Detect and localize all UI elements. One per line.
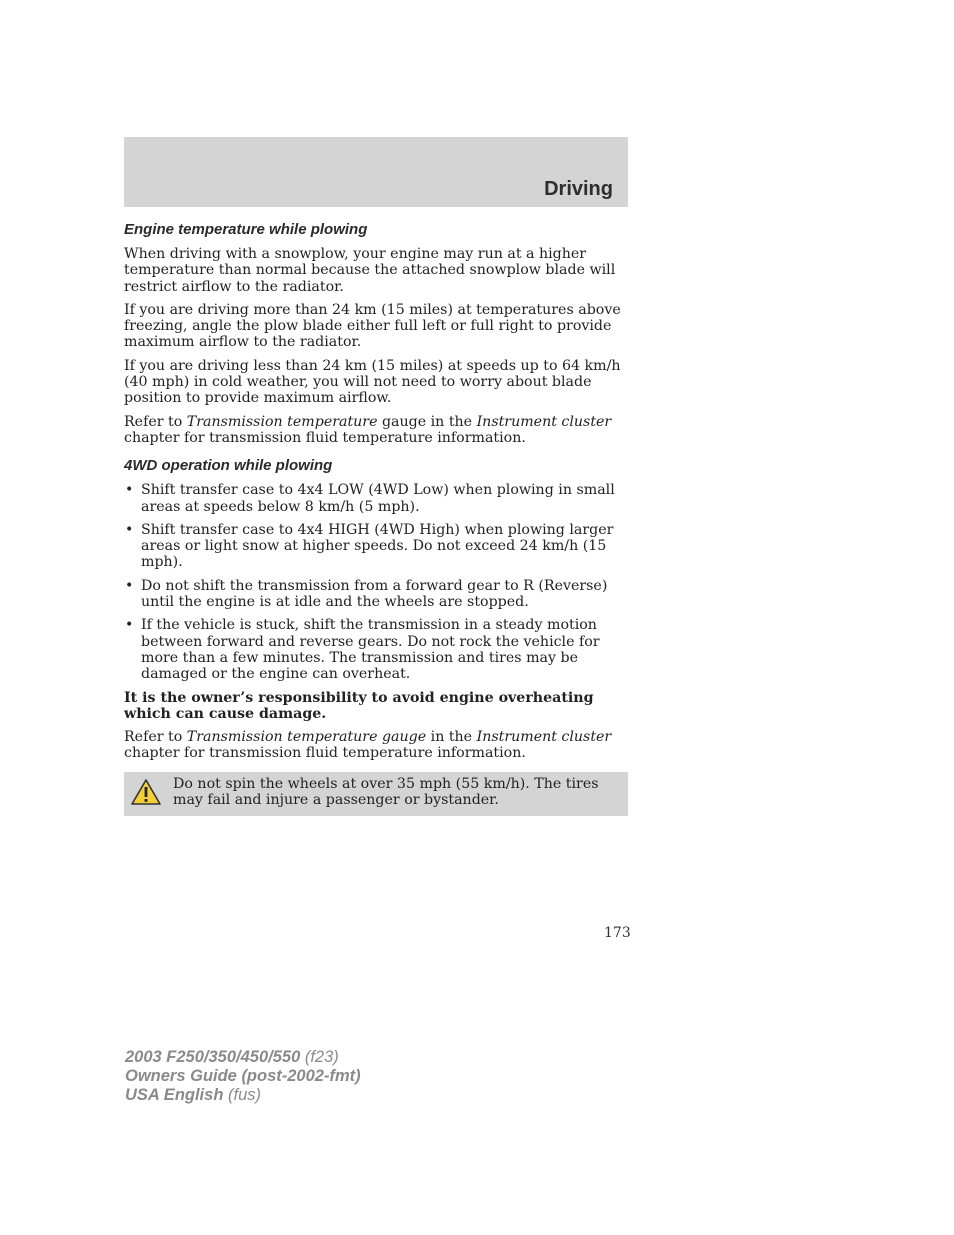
refer-text: Refer to xyxy=(124,729,187,746)
bullet-list xyxy=(124,482,628,682)
owner-responsibility-note: It is the owner’s responsibility to avoid engine overheating which can cause damage. xyxy=(124,689,594,722)
footer-language-code: (fus) xyxy=(223,1086,261,1104)
chapter-header-band xyxy=(124,137,628,207)
section-heading-engine-temperature: Engine temperature while plowing xyxy=(124,221,368,238)
refer-chapter-name: Instrument cluster xyxy=(476,729,612,746)
bullet-icon: • xyxy=(125,521,134,538)
footer-line-guide: Owners Guide (post-2002-fmt) xyxy=(125,1067,361,1085)
refer-text: chapter for transmission fluid temperature information. xyxy=(124,429,526,446)
footer-line-model xyxy=(125,1048,361,1067)
refer-text: Refer to xyxy=(124,413,187,430)
warning-text: Do not spin the wheels at over 35 mph (55 km/h). The tires may fail and injure a passenger or bystander. xyxy=(173,775,599,809)
paragraph-refer xyxy=(124,729,628,762)
refer-chapter-name: Instrument cluster xyxy=(476,413,612,430)
list-item xyxy=(124,617,628,682)
paragraph-refer xyxy=(124,414,628,447)
document-footer xyxy=(125,1048,361,1105)
bullet-icon: • xyxy=(125,617,134,634)
footer-model-code: (f23) xyxy=(300,1048,339,1066)
refer-text: gauge in the xyxy=(377,413,477,430)
refer-text: chapter for transmission fluid temperature information. xyxy=(124,745,526,762)
list-item-text: Shift transfer case to 4x4 HIGH (4WD High) when plowing larger areas or light snow at higher speeds. Do not exceed 24 km/h (15 mph). xyxy=(141,521,614,571)
refer-gauge-name: Transmission temperature gauge xyxy=(186,729,427,746)
list-item xyxy=(124,522,628,571)
footer-model: 2003 F250/350/450/550 xyxy=(125,1048,301,1066)
page-content xyxy=(124,220,628,816)
bullet-icon: • xyxy=(125,577,134,594)
footer-language: USA English xyxy=(125,1086,224,1104)
footer-line-language xyxy=(125,1086,361,1105)
paragraph: If you are driving more than 24 km (15 miles) at temperatures above freezing, angle the plow blade either full left or full right to provide maximum airflow to the radiator. xyxy=(124,301,621,351)
warning-box xyxy=(124,772,628,817)
warning-triangle-icon xyxy=(130,778,162,806)
refer-gauge-name: Transmission temperature xyxy=(186,413,378,430)
chapter-title: Driving xyxy=(544,178,613,200)
list-item xyxy=(124,578,628,611)
list-item xyxy=(124,482,628,515)
paragraph: If you are driving less than 24 km (15 miles) at speeds up to 64 km/h (40 mph) in cold weather, you will not need to worry about blade position to provide maximum airflow. xyxy=(124,357,621,407)
list-item-text: Shift transfer case to 4x4 LOW (4WD Low) when plowing in small areas at speeds below 8 km/h (5 mph). xyxy=(141,482,615,515)
section-heading-4wd-operation: 4WD operation while plowing xyxy=(124,457,333,475)
bullet-icon: • xyxy=(125,482,134,499)
paragraph: When driving with a snowplow, your engine may run at a higher temperature than normal because the attached snowplow blade will restrict airflow to the radiator. xyxy=(124,246,616,295)
list-item-text: If the vehicle is stuck, shift the transmission in a steady motion between forward and reverse gears. Do not rock the vehicle for more than a few minutes. The transmission and tires may be damaged or the engine can overheat. xyxy=(141,617,600,683)
page-number: 173 xyxy=(604,925,631,941)
list-item-text: Do not shift the transmission from a forward gear to R (Reverse) until the engine is at idle and the wheels are stopped. xyxy=(141,577,608,611)
refer-text: in the xyxy=(426,729,477,746)
